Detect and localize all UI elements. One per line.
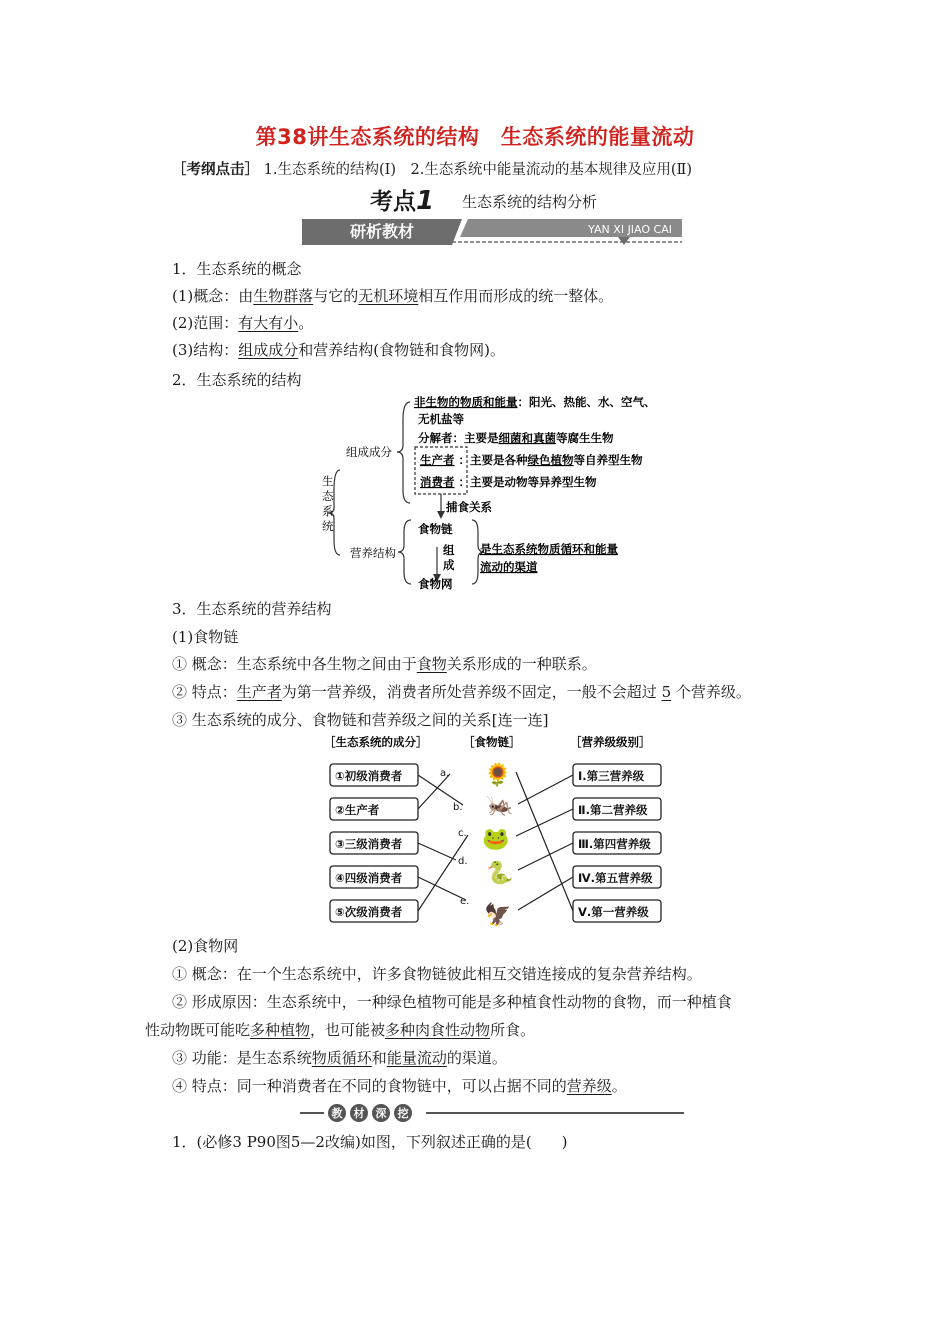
- chain-feature-line: ② 特点：生产者为第一营养级，消费者所处营养级不固定，一般不会超过 5 个营养级。: [172, 683, 751, 701]
- answer-components: 组成成分: [238, 341, 299, 359]
- snake-icon: 🐍: [486, 861, 514, 886]
- right-item-2: Ⅱ.第二营养级: [578, 803, 648, 817]
- components-label: 组成成分: [346, 445, 392, 459]
- root-char-4: 统: [322, 519, 334, 533]
- channel-line-2: 流动的渠道: [480, 560, 538, 574]
- heading-1: 1．生态系统的概念: [172, 260, 302, 278]
- section-number: 1: [416, 186, 435, 216]
- range-line: (2)范围：有大有小。: [172, 314, 314, 332]
- chain-letter-e: e.: [460, 896, 470, 907]
- food-web-label: 食物网: [418, 577, 453, 591]
- answer-many-carnivores: 多种肉食性动物: [385, 1021, 491, 1039]
- answer-food: 食物: [416, 655, 447, 673]
- consumer-line: 消费者 ：主要是动物等异养型生物: [420, 475, 597, 489]
- left-item-2: ②生产者: [335, 803, 380, 817]
- section-topic: 生态系统的结构分析: [462, 193, 598, 211]
- food-web-heading: (2)食物网: [172, 937, 239, 955]
- header-levels: ［营养级级别］: [570, 735, 651, 749]
- syllabus-text: 1.生态系统的结构(Ⅰ) 2.生态系统中能量流动的基本规律及应用(Ⅱ): [263, 162, 692, 178]
- frog-icon: 🐸: [482, 827, 510, 852]
- page-title: 第38讲生态系统的结构 生态系统的能量流动: [255, 125, 695, 149]
- answer-inorganic-env: 无机环境: [358, 287, 419, 305]
- matching-diagram: [318, 732, 678, 928]
- answer-trophic-level: 营养级: [566, 1077, 612, 1095]
- left-item-4: ④四级消费者: [335, 871, 403, 885]
- root-char-1: 生: [322, 474, 334, 488]
- header-chain: ［食物链］: [463, 735, 521, 749]
- web-reason-line-2: 性动物既可能吃多种植物，也可能被多种肉食性动物所食。: [145, 1021, 536, 1039]
- section-banner: [302, 219, 682, 245]
- left-item-5: ⑤次级消费者: [335, 905, 403, 919]
- compose-char-1: 组: [443, 543, 455, 557]
- section-label-text: 考点: [370, 189, 416, 215]
- chain-letter-a: a.: [440, 768, 450, 779]
- answer-range: 有大有小: [238, 314, 299, 332]
- dig-char-4: 挖: [397, 1107, 409, 1120]
- producer-line: 生产者 ：主要是各种绿色植物等自养型生物: [420, 453, 643, 467]
- web-reason-line-1: ② 形成原因：生态系统中，一种绿色植物可能是多种植食性动物的食物，而一种植食: [172, 993, 732, 1011]
- answer-matter-cycle: 物质循环: [311, 1049, 372, 1067]
- right-item-5: Ⅴ.第一营养级: [578, 905, 649, 919]
- sunflower-icon: 🌻: [484, 763, 512, 788]
- dig-char-2: 材: [353, 1107, 365, 1120]
- right-item-4: Ⅳ.第五营养级: [578, 871, 653, 885]
- chain-letter-c: c.: [458, 828, 467, 839]
- section-label: [370, 183, 434, 216]
- food-chain-label: 食物链: [418, 522, 453, 536]
- web-feature-line: ④ 特点：同一种消费者在不同的食物链中，可以占据不同的营养级。: [172, 1077, 627, 1095]
- chain-letter-b: b.: [453, 802, 463, 813]
- chain-concept-line: ① 概念：生态系统中各生物之间由于食物关系形成的一种联系。: [172, 655, 597, 673]
- concept-line: (1)概念：由生物群落与它的无机环境相互作用而形成的统一整体。: [172, 287, 614, 305]
- banner-left-text: 研析教材: [349, 222, 415, 241]
- root-char-2: 态: [322, 489, 334, 503]
- question-1: 1．(必修3 P90图5—2改编)如图，下列叙述正确的是( ): [172, 1133, 568, 1151]
- heading-2: 2．生态系统的结构: [172, 371, 302, 389]
- grasshopper-icon: 🦗: [486, 793, 514, 818]
- answer-many-plants: 多种植物: [250, 1021, 311, 1039]
- answer-energy-flow: 能量流动: [386, 1049, 447, 1067]
- channel-line-1: 是生态系统物质循环和能量: [480, 542, 618, 556]
- answer-five: 5: [661, 683, 672, 701]
- header-components: ［生态系统的成分］: [324, 735, 428, 749]
- match-instruction: ③ 生态系统的成分、食物链和营养级之间的关系[连一连]: [172, 711, 549, 729]
- structure-line: (3)结构：组成成分和营养结构(食物链和食物网)。: [172, 341, 505, 359]
- chain-letter-d: d.: [458, 856, 468, 867]
- banner-right-text: YAN XI JIAO CAI: [588, 223, 672, 236]
- left-item-3: ③三级消费者: [335, 837, 403, 851]
- trophic-label: 营养结构: [350, 546, 396, 560]
- nonbio-line-2: 无机盐等: [418, 412, 464, 426]
- answer-producer: 生产者: [236, 683, 282, 701]
- left-item-1: ①初级消费者: [335, 769, 403, 783]
- eagle-icon: 🦅: [484, 903, 512, 928]
- right-item-3: Ⅲ.第四营养级: [578, 837, 651, 851]
- textbook-dig-divider: [300, 1103, 684, 1123]
- heading-3: 3．生态系统的营养结构: [172, 600, 332, 618]
- answer-biocommunity: 生物群落: [253, 287, 314, 305]
- compose-char-2: 成: [443, 558, 455, 572]
- structure-diagram: [300, 390, 700, 600]
- right-item-1: Ⅰ.第三营养级: [578, 769, 645, 783]
- root-char-3: 系: [322, 504, 334, 518]
- dig-char-3: 深: [375, 1107, 387, 1120]
- food-chain-heading: (1)食物链: [172, 628, 239, 646]
- web-function-line: ③ 功能：是生态系统物质循环和能量流动的渠道。: [172, 1049, 507, 1067]
- dig-char-1: 教: [331, 1107, 343, 1120]
- syllabus-tag: ［考纲点击］: [172, 162, 259, 178]
- syllabus-line: [172, 158, 692, 179]
- predation-label: 捕食关系: [446, 500, 492, 514]
- web-concept-line: ① 概念：在一个生态系统中，许多食物链彼此相互交错连接成的复杂营养结构。: [172, 965, 702, 983]
- decomposer-line: 分解者：主要是细菌和真菌等腐生生物: [418, 431, 614, 445]
- nonbio-line: 非生物的物质和能量：阳光、热能、水、空气、: [414, 395, 656, 409]
